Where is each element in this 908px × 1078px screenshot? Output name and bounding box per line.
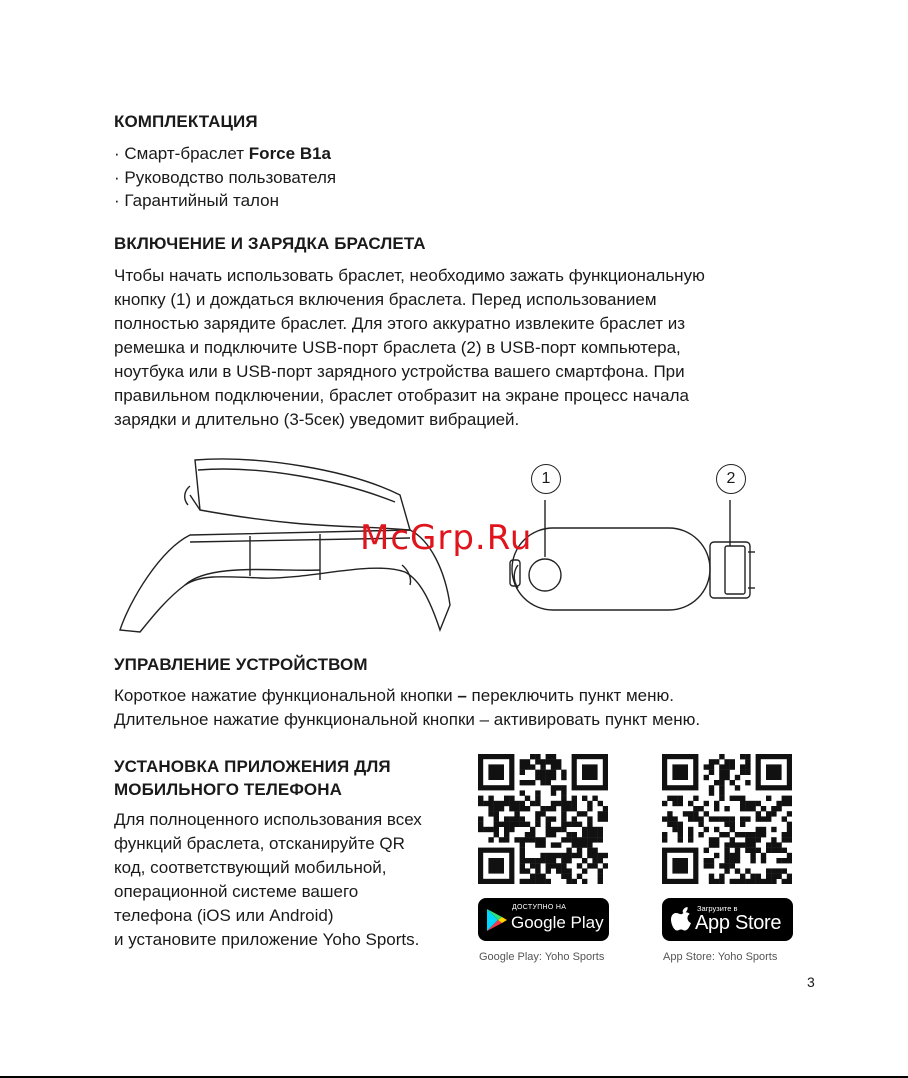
- page-number: 3: [807, 974, 815, 990]
- paragraph-line: ноутбука или в USB-порт зарядного устройства вашего смартфона. При: [114, 362, 685, 381]
- paragraph-line: Короткое нажатие функциональной кнопки – переключить пункт меню.: [114, 686, 674, 705]
- paragraph-line: Длительное нажатие функциональной кнопки – активировать пункт меню.: [114, 710, 701, 729]
- badge-small-text: ДОСТУПНО НА: [512, 904, 567, 911]
- paragraph-line: операционной системе вашего: [114, 882, 359, 901]
- paragraph-line: и установите приложение Yoho Sports.: [114, 930, 420, 949]
- google-play-icon: [486, 908, 508, 932]
- google-play-badge[interactable]: [478, 898, 609, 941]
- function-button-mark: [529, 559, 561, 591]
- control-paragraph: [114, 684, 814, 732]
- paragraph-line: функций браслета, отсканируйте QR: [114, 834, 405, 853]
- apple-icon: [670, 906, 692, 932]
- control-heading: УПРАВЛЕНИЕ УСТРОЙСТВОМ: [114, 655, 368, 674]
- callout-2: 2: [716, 464, 746, 494]
- paragraph-line: Для полноценного использования всех: [114, 810, 422, 829]
- badge-big-text: App Store: [695, 912, 782, 934]
- paragraph-line: полностью зарядите браслет. Для этого аккуратно извлеките браслет из: [114, 314, 686, 333]
- paragraph-line: код, соответствующий мобильной,: [114, 858, 387, 877]
- google-play-caption: Google Play: Yoho Sports: [479, 951, 605, 963]
- callout-1: 1: [531, 464, 561, 494]
- badge-small-text: Загрузите в: [697, 904, 738, 913]
- google-play-qr-code[interactable]: [478, 754, 608, 884]
- app-store-badge[interactable]: [662, 898, 793, 941]
- paragraph-line: кнопку (1) и дождаться включения браслета. Перед использованием: [114, 290, 657, 309]
- kit-item: · Гарантийный талон: [114, 191, 279, 210]
- install-heading: УСТАНОВКА ПРИЛОЖЕНИЯ ДЛЯ МОБИЛЬНОГО ТЕЛЕФОНА: [114, 757, 391, 799]
- paragraph-line: телефона (iOS или Android): [114, 906, 334, 925]
- app-store-qr-code[interactable]: [662, 754, 792, 884]
- badge-big-text: Google Play: [511, 913, 604, 932]
- paragraph-line: Чтобы начать использовать браслет, необходимо зажать функциональную: [114, 266, 705, 285]
- install-paragraph: [114, 808, 464, 952]
- kit-item: · Руководство пользователя: [114, 167, 337, 187]
- paragraph-line: ремешка и подключите USB-порт браслета (2) в USB-порт компьютера,: [114, 338, 681, 357]
- charging-paragraph: [114, 264, 794, 432]
- paragraph-line: правильном подключении, браслет отобразит на экране процесс начала: [114, 386, 689, 405]
- watermark: McGrp.Ru: [360, 518, 533, 558]
- paragraph-line: зарядки и длительно (3-5сек) уведомит вибрацией.: [114, 410, 520, 429]
- kit-item: · Смарт-браслет Force B1a: [114, 144, 331, 163]
- charging-heading: ВКЛЮЧЕНИЕ И ЗАРЯДКА БРАСЛЕТА: [114, 234, 426, 253]
- app-store-caption: App Store: Yoho Sports: [663, 951, 778, 963]
- kit-list: [114, 142, 336, 213]
- kit-heading: КОМПЛЕКТАЦИЯ: [114, 112, 258, 131]
